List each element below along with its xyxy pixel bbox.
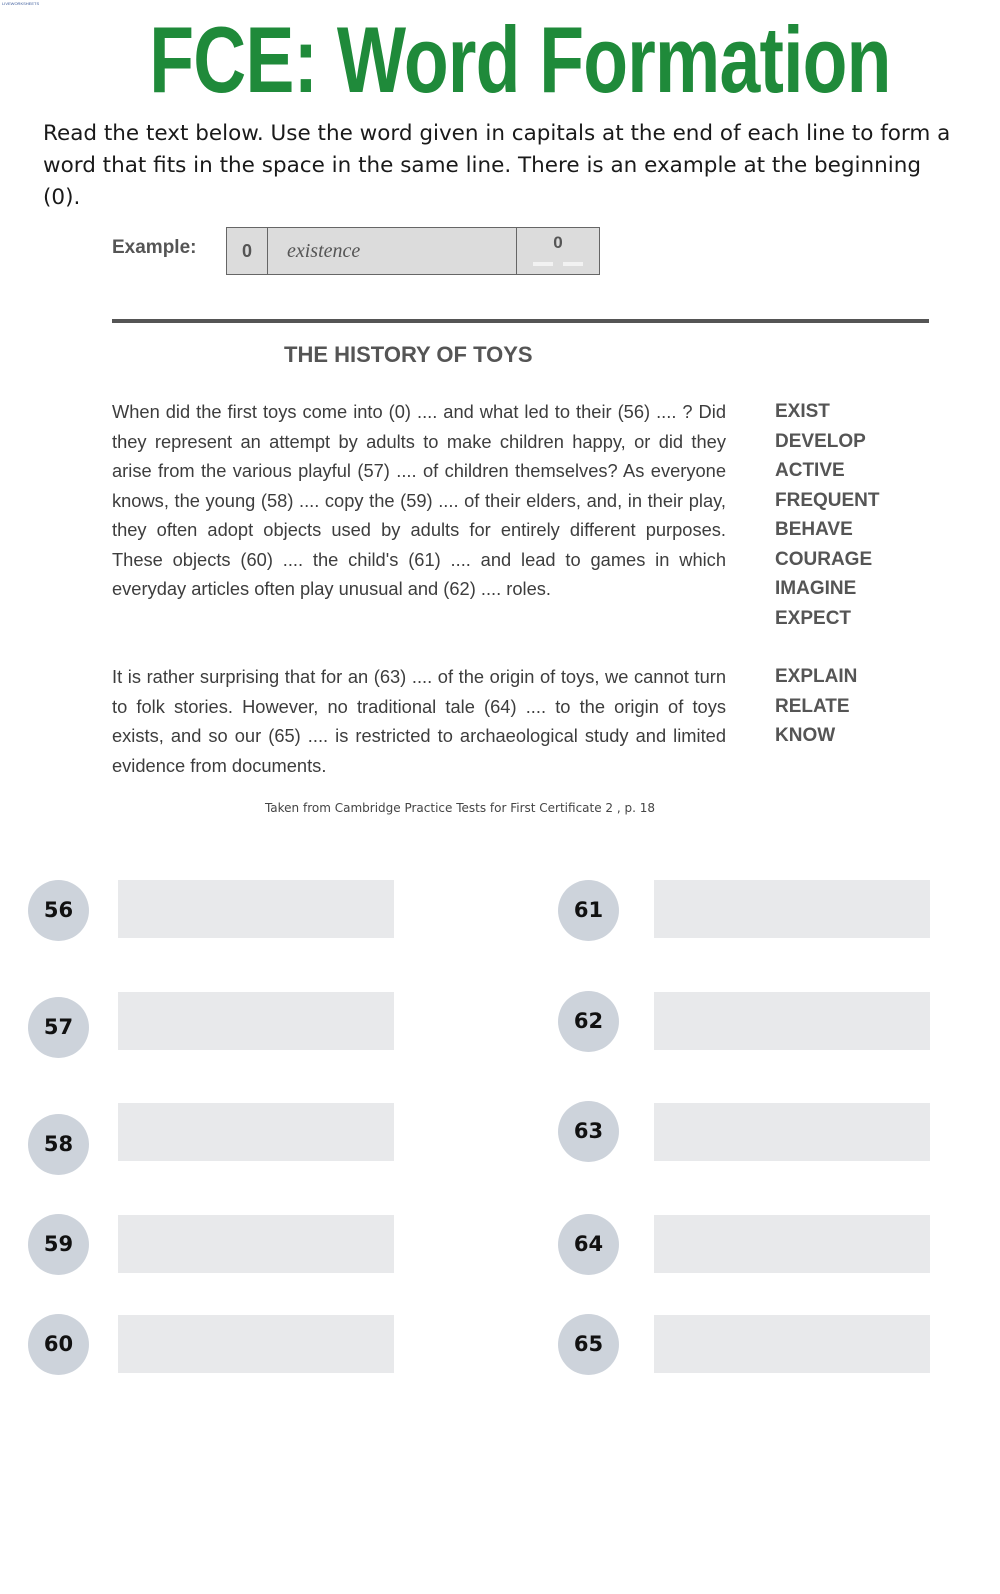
keyword: EXIST xyxy=(775,401,830,422)
question-number: 59 xyxy=(28,1214,89,1275)
question-number: 60 xyxy=(28,1314,89,1375)
answer-input-65[interactable] xyxy=(654,1315,930,1373)
keyword: BEHAVE xyxy=(775,519,853,540)
question-number: 65 xyxy=(558,1314,619,1375)
keywords-list-1 xyxy=(775,397,880,633)
paragraph-1: When did the first toys come into (0) .... and what led to their (56) .... ? Did they represent an attempt by adults to make children happy, or did they arise from the various playful (57) .... of children themselves? As everyone knows, the young (58) .... copy the (59) .... of their elders, and, in their play, they often adopt objects used by adults for entirely different purposes. These objects (60) .... the child's (61) .... and lead to games in which everyday articles often play unusual and (62) .... roles. xyxy=(112,401,726,599)
answer-input-62[interactable] xyxy=(654,992,930,1050)
instructions: Read the text below. Use the word given in capitals at the end of each line to form a word that fits in the space in the same line. There is an example at the beginning (0). xyxy=(43,121,951,210)
answer-input-59[interactable] xyxy=(118,1215,394,1273)
answer-input-64[interactable] xyxy=(654,1215,930,1273)
question-number: 62 xyxy=(558,991,619,1052)
keyword: EXPECT xyxy=(775,607,852,629)
example-box xyxy=(226,227,600,275)
paragraph-2: It is rather surprising that for an (63) .... of the origin of toys, we cannot turn to folk stories. However, no traditional tale (64) .... to the origin of toys exists, and so our (65) .... is restricted to archaeological study and limited evidence from documents. xyxy=(112,666,726,776)
example-answer-number-label: 0 xyxy=(553,233,563,252)
divider xyxy=(112,319,929,323)
keyword: IMAGINE xyxy=(775,578,857,599)
question-number: 57 xyxy=(28,997,89,1058)
keyword: FREQUENT xyxy=(775,489,880,511)
example-answer-marks xyxy=(533,262,583,266)
keyword: KNOW xyxy=(775,725,836,746)
example-label: Example: xyxy=(112,237,197,258)
keyword: RELATE xyxy=(775,695,850,717)
answer-input-63[interactable] xyxy=(654,1103,930,1161)
question-number: 63 xyxy=(558,1101,619,1162)
text-title: THE HISTORY OF TOYS xyxy=(284,342,533,367)
question-number: 64 xyxy=(558,1214,619,1275)
example-number: 0 xyxy=(227,228,268,274)
answer-input-58[interactable] xyxy=(118,1103,394,1161)
answer-input-56[interactable] xyxy=(118,880,394,938)
keyword: EXPLAIN xyxy=(775,666,858,687)
keyword: DEVELOP xyxy=(775,430,866,452)
site-logo: LIVEWORKSHEETS xyxy=(2,1,40,6)
source-citation: Taken from Cambridge Practice Tests for First Certificate 2 , p. 18 xyxy=(264,801,656,815)
question-number: 56 xyxy=(28,880,89,941)
scanned-exercise xyxy=(100,205,940,785)
question-number: 61 xyxy=(558,880,619,941)
example-answer-number xyxy=(516,228,599,274)
keyword: ACTIVE xyxy=(775,460,845,481)
answer-input-57[interactable] xyxy=(118,992,394,1050)
example-word: existence xyxy=(287,240,361,262)
answer-input-60[interactable] xyxy=(118,1315,394,1373)
page-title: FCE: Word Formation xyxy=(149,7,891,112)
answer-input-61[interactable] xyxy=(654,880,930,938)
keyword: COURAGE xyxy=(775,548,873,570)
keywords-list-2 xyxy=(775,662,857,751)
question-number: 58 xyxy=(28,1114,89,1175)
